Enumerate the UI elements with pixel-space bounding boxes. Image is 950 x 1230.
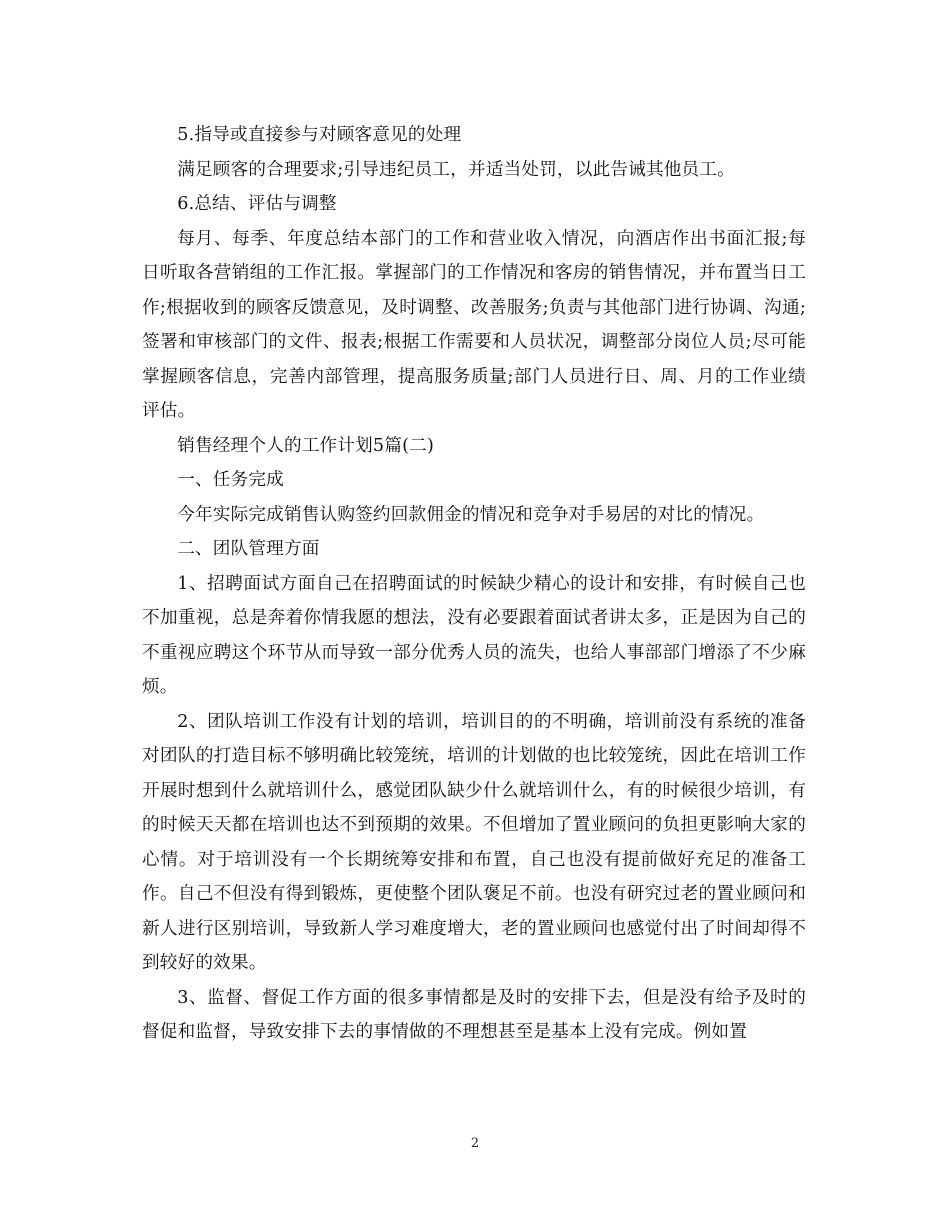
document-body [142,118,806,1050]
paragraph-recruitment: 1、招聘面试方面自己在招聘面试的时候缺少精心的设计和安排，有时候自己也不加重视，总是奔着你情我愿的想法，没有必要跟着面试者讲太多，正是因为自己的不重视应聘这个环节从而导致一部分优秀人员的流失，也给人事部部门增添了不少麻烦。 [142,573,806,697]
paragraph-customer-requirements: 满足顾客的合理要求;引导违纪员工，并适当处罚，以此告诫其他员工。 [177,159,735,180]
heading-team-management: 二、团队管理方面 [177,539,320,559]
page-number: 2 [470,1136,480,1151]
paragraph-team-training: 2、团队培训工作没有计划的培训，培训目的的不明确，培训前没有系统的准备对团队的打造目标不够明确比较笼统，培训的计划做的也比较笼统，因此在培训工作开展时想到什么就培训什么，感觉团队缺少什么就培训什么，有的时候很少培训，有的时候天天都在培训也达不到预期的效果。不但增加了置业顾问的负担更影响大家的心情。对于培训没有一个长期统筹安排和布置，自己也没有提前做好充足的准备工作。自己不但没有得到锻炼，更使整个团队褒足不前。也没有研究过老的置业顾问和新人进行区别培训，导致新人学习难度增大，老的置业顾问也感觉付出了时间却得不到较好的效果。 [142,711,806,973]
paragraph-sales-comparison: 今年实际完成销售认购签约回款佣金的情况和竞争对手易居的对比的情况。 [177,504,765,525]
section-title: 销售经理个人的工作计划5篇(二) [177,435,435,456]
paragraph-item-6-heading: 6.总结、评估与调整 [177,194,337,214]
heading-task-completion: 一、任务完成 [177,470,284,490]
paragraph-supervision: 3、监督、督促工作方面的很多事情都是及时的安排下去，但是没有给予及时的督促和监督，导致安排下去的事情做的不理想甚至是基本上没有完成。例如置 [142,987,806,1042]
paragraph-monthly-summary: 每月、每季、年度总结本部门的工作和营业收入情况，向酒店作出书面汇报;每日听取各营销组的工作汇报。掌握部门的工作情况和客房的销售情况，并布置当日工作;根据收到的顾客反馈意见，及时调整、改善服务;负责与其他部门进行协调、沟通;签署和审核部门的文件、报表;根据工作需要和人员状况，调整部分岗位人员;尽可能掌握顾客信息，完善内部管理，提高服务质量;部门人员进行日、周、月的工作业绩评估。 [142,228,806,421]
paragraph-item-5-heading: 5.指导或直接参与对顾客意见的处理 [177,125,462,145]
